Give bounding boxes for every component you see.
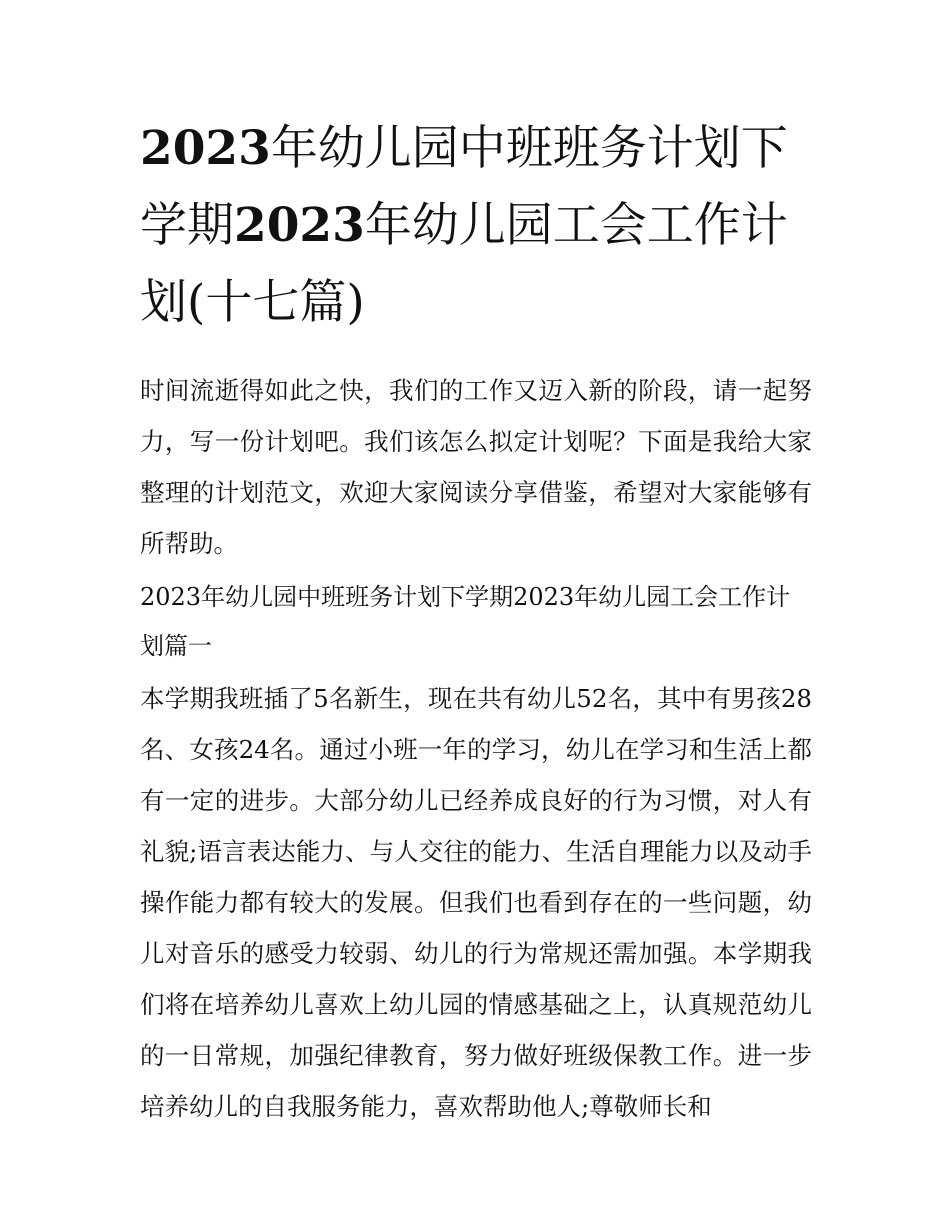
title-year-1: 2023 (140, 121, 271, 176)
intro-paragraph: 时间流逝得如此之快，我们的工作又迈入新的阶段，请一起努力，写一份计划吧。我们该怎么拟定计划呢？下面是我给大家整理的计划范文，欢迎大家阅读分享借鉴，希望对大家能够有所帮助。 (140, 376, 812, 558)
section-heading: 2023年幼儿园中班班务计划下学期2023年幼儿园工会工作计划篇一 (140, 583, 791, 660)
title-text-2: 年幼儿园工会工作计划(十七篇) (140, 198, 788, 330)
title-text-1: 年幼儿园中班班务计划下学期 (140, 121, 788, 253)
section-body-paragraph: 本学期我班插了5名新生，现在共有幼儿52名，其中有男孩28名、女孩24名。通过小班一年的学习，幼儿在学习和生活上都有一定的进步。大部分幼儿已经养成良好的行为习惯，对人有礼貌;语言表达能力、与人交往的能力、生活自理能力以及动手操作能力都有较大的发展。但我们也看到存在的一些问题，幼儿对音乐的感受力较弱、幼儿的行为常规还需加强。本学期我们将在培养幼儿喜欢上幼儿园的情感基础之上，认真规范幼儿的一日常规，加强纪律教育，努力做好班级保教工作。进一步培养幼儿的自我服务能力，喜欢帮助他人;尊敬师长和 (140, 684, 812, 1121)
document-title (140, 110, 812, 341)
title-year-2: 2023 (234, 198, 365, 253)
document-page (140, 110, 812, 1132)
